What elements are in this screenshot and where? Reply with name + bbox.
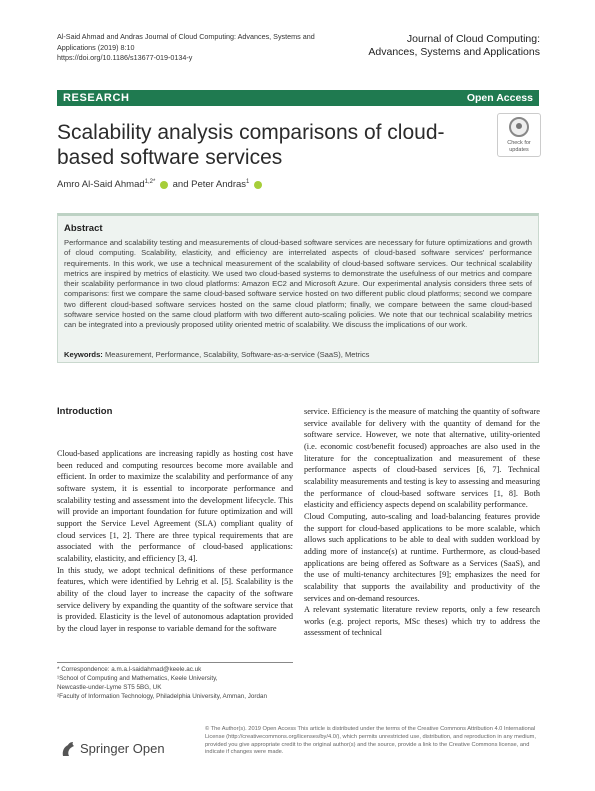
keywords-list: Measurement, Performance, Scalability, Software-as-a-service (SaaS), Metrics (104, 350, 370, 359)
keywords (64, 350, 532, 359)
correspondence[interactable]: * Correspondence: a.m.a.l-saidahmad@keele.ac.uk (57, 666, 202, 673)
check-for-updates-badge[interactable] (497, 113, 541, 157)
doi-link[interactable]: https://doi.org/10.1186/s13677-019-0134-y (57, 53, 193, 62)
springer-open-logo (60, 740, 200, 760)
article-type: RESEARCH (63, 92, 130, 104)
affiliation-1-address: Newcastle-under-Lyme ST5 5BG, UK (57, 684, 162, 691)
research-banner (57, 90, 539, 106)
author-1-affiliation: 1,2* (144, 179, 156, 185)
affiliation-2: ²Faculty of Information Technology, Philadelphia University, Amman, Jordan (57, 693, 267, 700)
abstract-text: Performance and scalability testing and measurements of cloud-based software services are necessary for future optimizations and growth of cloud computing. Scalability, elasticity, and efficiency are interrelated aspects of cloud-based software services’ performance requirements. In this work, we use a technical measurement of the scalability of cloud-based software services. Our technical scalability metrics are inspired by metrics of elasticity. We used two cloud-based systems to demonstrate the usefulness of our metrics and compare their scalability performance in two cloud platforms: Amazon EC2 and Microsoft Azure. Our experimental analysis considers three sets of comparisons: first we compare the same cloud-based software service hosted on two different public cloud platforms; second we compare two different cloud-based software services hosted on the same cloud platform; finally, we compare between the same cloud-based software service hosted on the same cloud platform with two different auto-scaling policies. We note that our technical scalability metrics can be integrated into a previously proposed utility oriented metric of scalability. We discuss the implications of our work. (64, 238, 532, 330)
title-line1: Scalability analysis comparisons of cloud- (57, 121, 445, 144)
author-1[interactable]: Amro Al-Said Ahmad (57, 179, 145, 191)
badge-line2: updates (509, 146, 529, 153)
orcid-icon[interactable] (160, 181, 168, 189)
license-text: © The Author(s). 2019 Open Access This article is distributed under the terms of the Creative Commons Attribution 4.0 International License (http://creativecommons.org/licenses/by/4.0/), which permits unrestricted use, distribution, and reproduction in any medium, provided you give appropriate credit to the original author(s) and the source, provide a link to the Creative Commons license, and indicate if changes were made. (205, 726, 536, 756)
crossmark-icon (509, 117, 529, 137)
article-title (57, 120, 477, 170)
journal-line1: Journal of Cloud Computing: (406, 33, 540, 45)
author-2-affiliation: 1 (246, 179, 250, 185)
journal-name (320, 33, 540, 59)
abstract-box (57, 213, 539, 363)
author-2[interactable]: and Peter Andras (172, 179, 247, 191)
affiliation-1: ¹School of Computing and Mathematics, Keele University, (57, 675, 218, 682)
open-access-label: Open Access (466, 92, 533, 104)
publisher-name: Springer Open (80, 741, 165, 756)
citation-line2: Applications (2019) 8:10 (57, 42, 135, 52)
introduction-heading: Introduction (57, 406, 113, 417)
citation-line1: Al-Said Ahmad and Andras Journal of Cloud Computing: Advances, Systems and (57, 32, 315, 41)
keywords-label: Keywords: (64, 350, 103, 359)
springer-horse-icon (60, 740, 76, 758)
badge-line1: Check for (507, 140, 531, 146)
orcid-icon[interactable] (254, 181, 262, 189)
journal-line2: Advances, Systems and Applications (368, 46, 540, 58)
citation-header (57, 32, 337, 64)
author-list (57, 179, 264, 190)
affiliation-footnote (57, 662, 293, 701)
abstract-heading: Abstract (64, 223, 103, 234)
body-column-right: service. Efficiency is the measure of matching the quantity of software service available for delivery with the quantity of demand for the software service. However, we note that alternative, utility-oriented (i.e. economic cost/benefit focused) approaches are also used in the literature for the conceptualization and measurement of these performance aspects of cloud-based services [6, 7]. Technical scalability measurements and testing is key to assessing and measuring the performance of cloud-based software services [1, 8]. Both elasticity and efficiency aspects depend on scalability performance. Cloud Computing, auto-scaling and load-balancing features provide the support for cloud-based applications to be more scalable, which allows such applications to be able to deal with sudden workload by adding more of instance(s) at runtime. Furthermore, as cloud-based applications are being offered as Software as a Services (SaaS), and the use of multi-tenancy architectures [9]; emphasizes the need for scalability that supports the availability and productivity of the services and on-demand resources. A relevant systematic literature review reports, only a few research works (e.g. project reports, MSc theses) which try to address the assessment of technical (304, 407, 540, 638)
title-line2: based software services (57, 146, 283, 169)
body-column-left: Cloud-based applications are increasing rapidly as hosting cost have been reduced and computing resources become more available and efficient. In order to maximize the scalability and performance of any software system, it is essential to incorporate performance and scalability testing and assessment into the development lifecycle. This will provide an important foundation for future optimization and will support the Service Level Agreement (SLA) compliant quality of cloud services [1, 2]. There are three typical requirements that are associated with the performance of cloud-based applications: scalability, elasticity, and efficiency [3, 4]. In this study, we adopt technical definitions of these performance features, which were identified by Lehrig et al. [5]. Scalability is the ability of the cloud layer to increase the capacity of the software service delivery by expanding the quantity of the software service that is provided. Elasticity is the level of autonomous adaptation provided by the cloud layer in response to variable demand for the software (57, 449, 293, 633)
